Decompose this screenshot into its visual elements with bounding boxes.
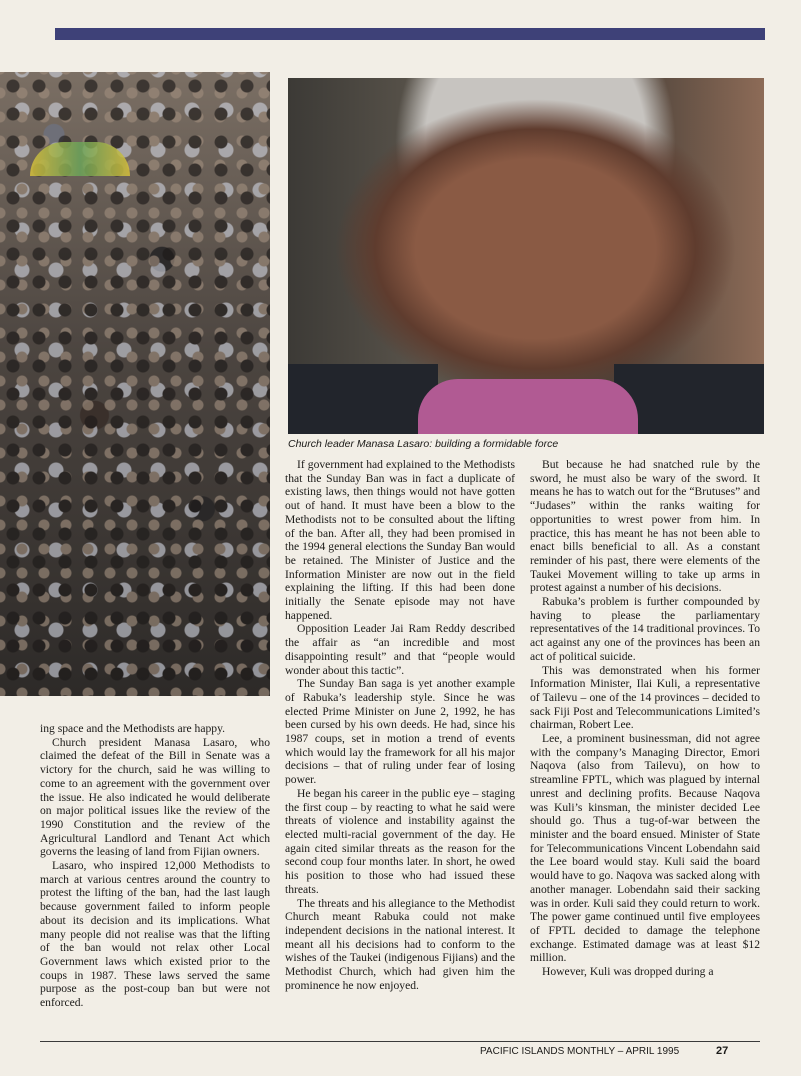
paragraph: Rabuka’s problem is further compounded by having to please the parliamentary representatives of the 14 traditional provinces. To act against any one of the provinces has been an act of political suicide.: [530, 595, 760, 663]
portrait-photo: [288, 78, 764, 434]
paragraph: Lasaro, who inspired 12,000 Methodists to march at various centres around the country to protest the lifting of the ban, had the last laugh because government failed to inform people about its decision and its implications. What many people did not realise was that the lifting of the ban would not relax other Local Government laws which existed prior to the coups in 1987. These laws served the same purpose as the post-coup ban but were not enforced.: [40, 859, 270, 1010]
photo-caption: Church leader Manasa Lasaro: building a formidable force: [288, 438, 559, 450]
paragraph: Church president Manasa Lasaro, who claimed the defeat of the Bill in Senate was a victory for the church, said he was willing to come to an agreement with the government over the issue. He also indicated he would deliberate on major political issues like the review of the 1990 Constitution and the review of the Agricultural Landlord and Tenant Act which governs the leasing of land from Fijian owners.: [40, 735, 270, 859]
crowd-photo: [0, 72, 270, 696]
paragraph: However, Kuli was dropped during a: [542, 965, 714, 979]
footer-publication: PACIFIC ISLANDS MONTHLY – APRIL 1995: [480, 1046, 680, 1057]
paragraph: If government had explained to the Methodists that the Sunday Ban was in fact a duplicate of existing laws, then things would not have gotten out of hand. It must have been a blow to the Methodists not to be consulted about the lifting of the ban. After all, they had been promised in the 1994 general elections the Sunday Ban would be retained. The Minister of Justice and the Information Minister are now out in the field explaining the lifting. If this had been done initially the Senate episode may not have happened.: [285, 458, 515, 622]
page-number: 27: [716, 1045, 729, 1057]
article-column-2: [285, 458, 515, 992]
clerical-collar-shape: [418, 379, 638, 434]
paragraph: The threats and his allegiance to the Methodist Church meant Rabuka could not make independent decisions in the national interest. It meant all his decisions had to conform to the wishes of the Taukei (indigenous Fijians) and the Methodist Church, which had given him the prominence he now enjoyed.: [285, 896, 515, 992]
jacket-left-shape: [288, 364, 438, 434]
footer-rule: [40, 1041, 760, 1042]
paragraph: But because he had snatched rule by the sword, he must also be wary of the sword. It means he has to watch out for the “Brutuses” and “Judases” within the ranks waiting for opportunities to wrest power from him. In practice, this has meant he has not been able to enact bills beneficial to all. As a constant reminder of his past, there were elements of the Taukei Movement willing to take up arms in protest against a number of his decisions.: [530, 458, 760, 595]
paragraph: Lee, a prominent businessman, did not agree with the company’s Managing Director, Emori Naqova (also from Tailevu), on how to streamline FPTL, which was plagued by internal unrest and declining profits. Because Naqova was Kuli’s kinsman, the minister decided Lee should go. Thus a tug-of-war between the minister and the board ensued. Minister of State for Telecommunications Vincent Lobendahn said the Lee board would stay. Kuli said the board would have to go. Naqova was sacked along with another manager. Lobendahn said their sacking was in order. Kuli said they could return to work. The power game continued until five employees of FPTL decided to damage the telephone exchange. Estimated damage was at least $12 million.: [530, 732, 760, 965]
paragraph: He began his career in the public eye – staging the first coup – by reacting to what he said were threats of violence and instability against the elected multi-racial government of the day. He again cited similar threats as the reason for the second coup four months later. In short, he owed his position to those who had issued these threats.: [285, 786, 515, 896]
paragraph: This was demonstrated when his former Information Minister, Ilai Kuli, a representative of Tailevu – one of the 14 provinces – decided to sack Fiji Post and Telecommunications Limited’s chairman, Robert Lee.: [530, 663, 760, 732]
paragraph: The Sunday Ban saga is yet another example of Rabuka’s leadership style. Since he was elected Prime Minister on June 2, 1992, he has been cursed by his own deeds. He had, since his 1987 coups, set in motion a trend of events which would lay the framework for all his major decisions – that of ruling under fear of losing power.: [285, 677, 515, 787]
umbrella-shape: [30, 142, 130, 176]
article-column-3: [530, 458, 760, 979]
paragraph: Opposition Leader Jai Ram Reddy described the affair as “an incredible and most disappointing result” and that “people would wonder about this tactic”.: [285, 622, 515, 677]
top-color-bar: [55, 28, 765, 40]
paragraph: ing space and the Methodists are happy.: [40, 722, 226, 735]
article-column-1: [40, 722, 270, 1010]
